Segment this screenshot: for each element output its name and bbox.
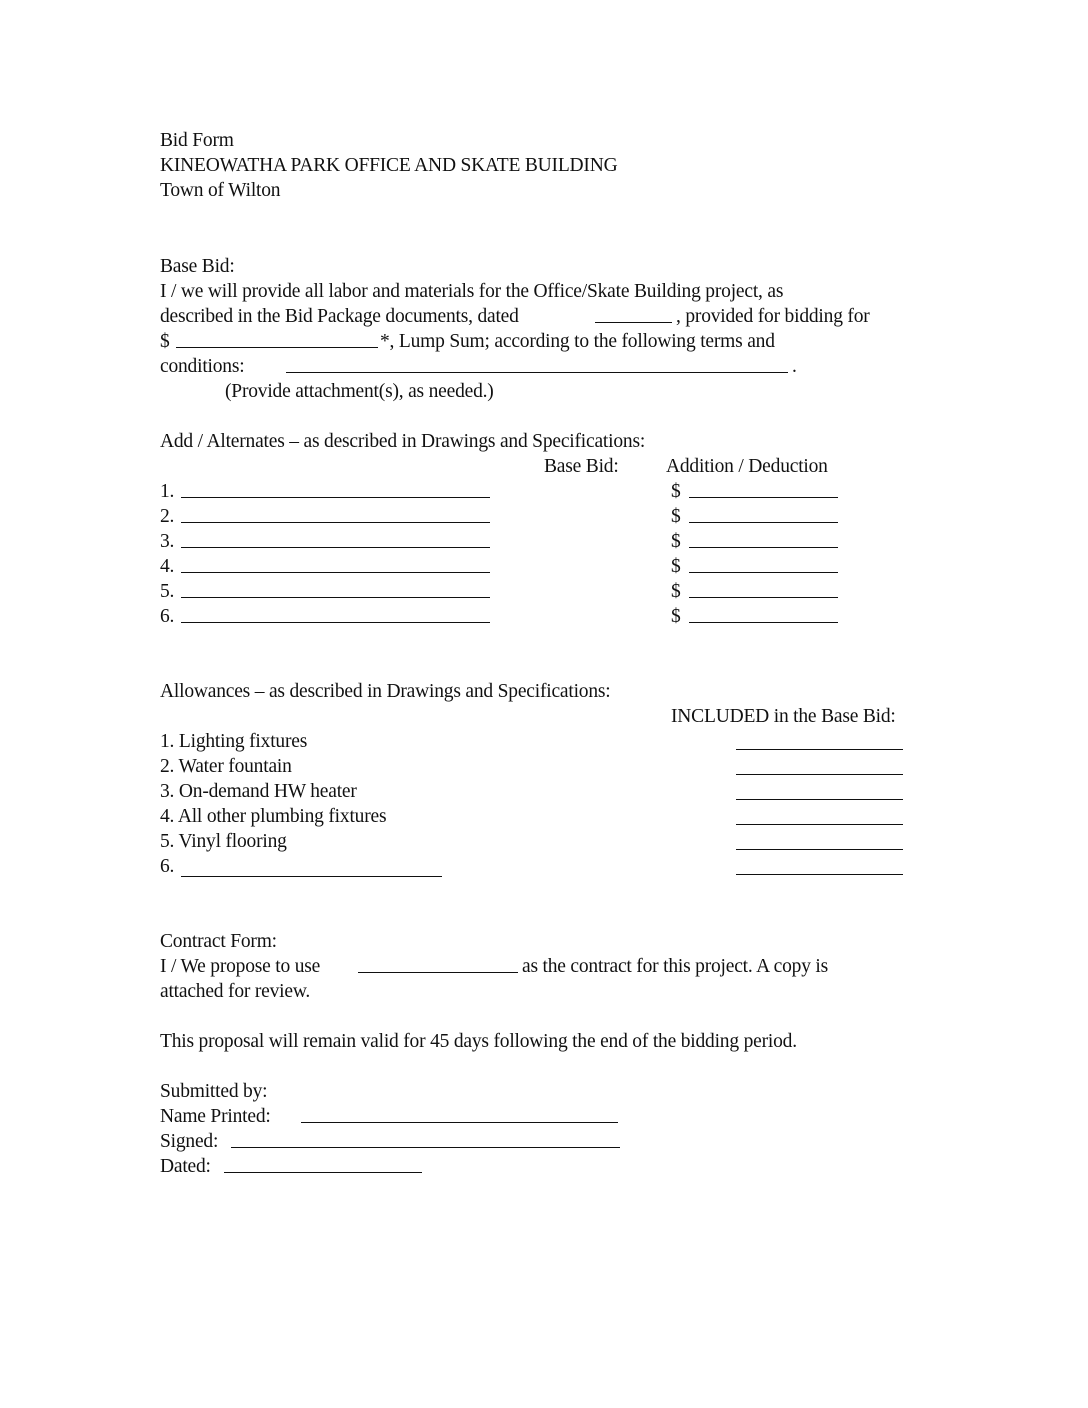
base-bid-line-2-text: described in the Bid Package documents, dated: [160, 306, 519, 327]
alternate-description-field[interactable]: [181, 497, 490, 498]
alternate-currency-sign: $: [671, 556, 681, 577]
contract-name-field[interactable]: [358, 972, 518, 973]
allowance-included-field[interactable]: [736, 774, 903, 775]
name-printed-field[interactable]: [301, 1122, 618, 1123]
alternate-number: 4.: [160, 556, 175, 577]
column-header-base-bid: Base Bid:: [544, 456, 619, 477]
allowance-included-field[interactable]: [736, 749, 903, 750]
submitted-by-heading: Submitted by:: [160, 1081, 268, 1102]
alternate-amount-field[interactable]: [689, 572, 838, 573]
alternate-number: 2.: [160, 506, 175, 527]
alternate-amount-field[interactable]: [689, 622, 838, 623]
form-title: Bid Form: [160, 130, 234, 151]
lump-sum-amount-field[interactable]: [176, 347, 378, 348]
base-bid-line-3-end: *, Lump Sum; according to the following terms and: [380, 331, 775, 352]
alternate-amount-field[interactable]: [689, 547, 838, 548]
alternate-description-field[interactable]: [181, 547, 490, 548]
allowance-item-label: 2. Water fountain: [160, 756, 292, 777]
date-field[interactable]: [224, 1172, 422, 1173]
alternate-description-field[interactable]: [181, 572, 490, 573]
conditions-label: conditions:: [160, 356, 245, 377]
alternate-currency-sign: $: [671, 506, 681, 527]
alternate-description-field[interactable]: [181, 597, 490, 598]
contract-line-1-text: I / We propose to use: [160, 956, 321, 977]
contract-line-1-end: as the contract for this project. A copy is: [522, 956, 829, 977]
alternate-number: 3.: [160, 531, 175, 552]
alternate-currency-sign: $: [671, 531, 681, 552]
allowance-included-field[interactable]: [736, 849, 903, 850]
alternate-amount-field[interactable]: [689, 597, 838, 598]
alternate-amount-field[interactable]: [689, 522, 838, 523]
allowances-heading: Allowances – as described in Drawings and Specifications:: [160, 681, 611, 702]
alternate-number: 5.: [160, 581, 175, 602]
column-header-addition-deduction: Addition / Deduction: [666, 456, 828, 477]
name-printed-label: Name Printed:: [160, 1106, 271, 1127]
base-bid-line-2-end: , provided for bidding for: [676, 306, 870, 327]
bid-package-date-field[interactable]: [595, 322, 672, 323]
alternate-number: 1.: [160, 481, 175, 502]
allowance-item-label: 1. Lighting fixtures: [160, 731, 308, 752]
owner-name: Town of Wilton: [160, 180, 281, 201]
attachment-note: (Provide attachment(s), as needed.): [225, 381, 494, 402]
alternate-currency-sign: $: [671, 581, 681, 602]
allowance-item-label: 4. All other plumbing fixtures: [160, 806, 387, 827]
base-bid-heading: Base Bid:: [160, 256, 235, 277]
contract-form-heading: Contract Form:: [160, 931, 277, 952]
alternate-description-field[interactable]: [181, 522, 490, 523]
allowance-included-field[interactable]: [736, 799, 903, 800]
dollar-sign: $: [160, 331, 170, 352]
allowance-item-label: 6.: [160, 856, 175, 877]
alternate-amount-field[interactable]: [689, 497, 838, 498]
base-bid-line-1: I / we will provide all labor and materials for the Office/Skate Building project, as: [160, 281, 784, 302]
alternate-description-field[interactable]: [181, 622, 490, 623]
conditions-period: .: [792, 356, 797, 377]
dated-label: Dated:: [160, 1156, 211, 1177]
alternate-currency-sign: $: [671, 481, 681, 502]
column-header-included: INCLUDED in the Base Bid:: [671, 706, 896, 727]
alternate-currency-sign: $: [671, 606, 681, 627]
project-title: KINEOWATHA PARK OFFICE AND SKATE BUILDING: [160, 155, 618, 176]
signed-label: Signed:: [160, 1131, 219, 1152]
conditions-field[interactable]: [286, 372, 788, 373]
allowance-item-label: 3. On-demand HW heater: [160, 781, 357, 802]
allowance-included-field[interactable]: [736, 824, 903, 825]
validity-statement: This proposal will remain valid for 45 days following the end of the bidding period.: [160, 1031, 797, 1052]
allowance-included-field[interactable]: [736, 874, 903, 875]
allowance-6-description-field[interactable]: [181, 876, 442, 877]
alternates-heading: Add / Alternates – as described in Drawings and Specifications:: [160, 431, 646, 452]
contract-line-2: attached for review.: [160, 981, 311, 1002]
allowance-item-label: 5. Vinyl flooring: [160, 831, 287, 852]
alternate-number: 6.: [160, 606, 175, 627]
signature-field[interactable]: [231, 1147, 620, 1148]
